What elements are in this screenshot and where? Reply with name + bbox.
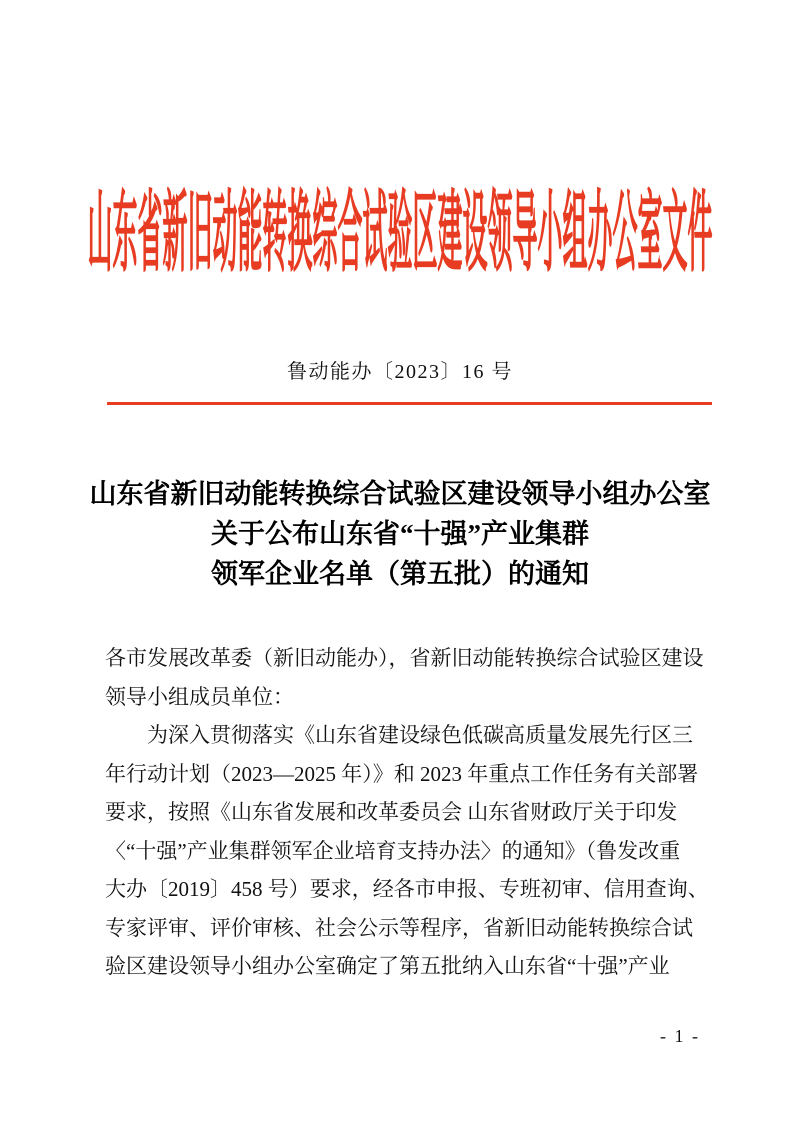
document-title [60, 474, 740, 594]
body-line: 年行动计划（2023—2025 年）》和 2023 年重点工作任务有关部署 [105, 761, 699, 786]
body-line: 〈“十强”产业集群领军企业培育支持办法〉的通知》（鲁发改重 [105, 838, 681, 863]
body-line: 专家评审、评价审核、社会公示等程序，省新旧动能转换综合试 [105, 915, 693, 940]
body-line-salutation-2: 领导小组成员单位： [105, 684, 294, 709]
title-line-3: 领军企业名单（第五批）的通知 [211, 559, 589, 589]
red-divider-rule [107, 402, 712, 405]
document-number: 鲁动能办〔2023〕16 号 [287, 361, 513, 383]
document-body [105, 639, 717, 986]
page-number: - 1 - [660, 1026, 700, 1046]
title-line-1: 山东省新旧动能转换综合试验区建设领导小组办公室 [89, 479, 711, 509]
title-line-2: 关于公布山东省“十强”产业集群 [211, 519, 589, 549]
body-line: 大办〔2019〕458 号）要求，经各市申报、专班初审、信用查询、 [105, 877, 709, 901]
body-line: 验区建设领导小组办公室确定了第五批纳入山东省“十强”产业 [105, 954, 670, 978]
body-line-paragraph-start: 为深入贯彻落实《山东省建设绿色低碳高质量发展先行区三 [147, 723, 693, 747]
body-line-salutation-1: 各市发展改革委（新旧动能办），省新旧动能转换综合试验区建设 [105, 646, 704, 670]
body-line: 要求，按照《山东省发展和改革委员会 山东省财政厅关于印发 [105, 800, 678, 824]
red-letterhead-banner: 山东省新旧动能转换综合试验区建设领导小组办公室文件 [87, 188, 713, 285]
